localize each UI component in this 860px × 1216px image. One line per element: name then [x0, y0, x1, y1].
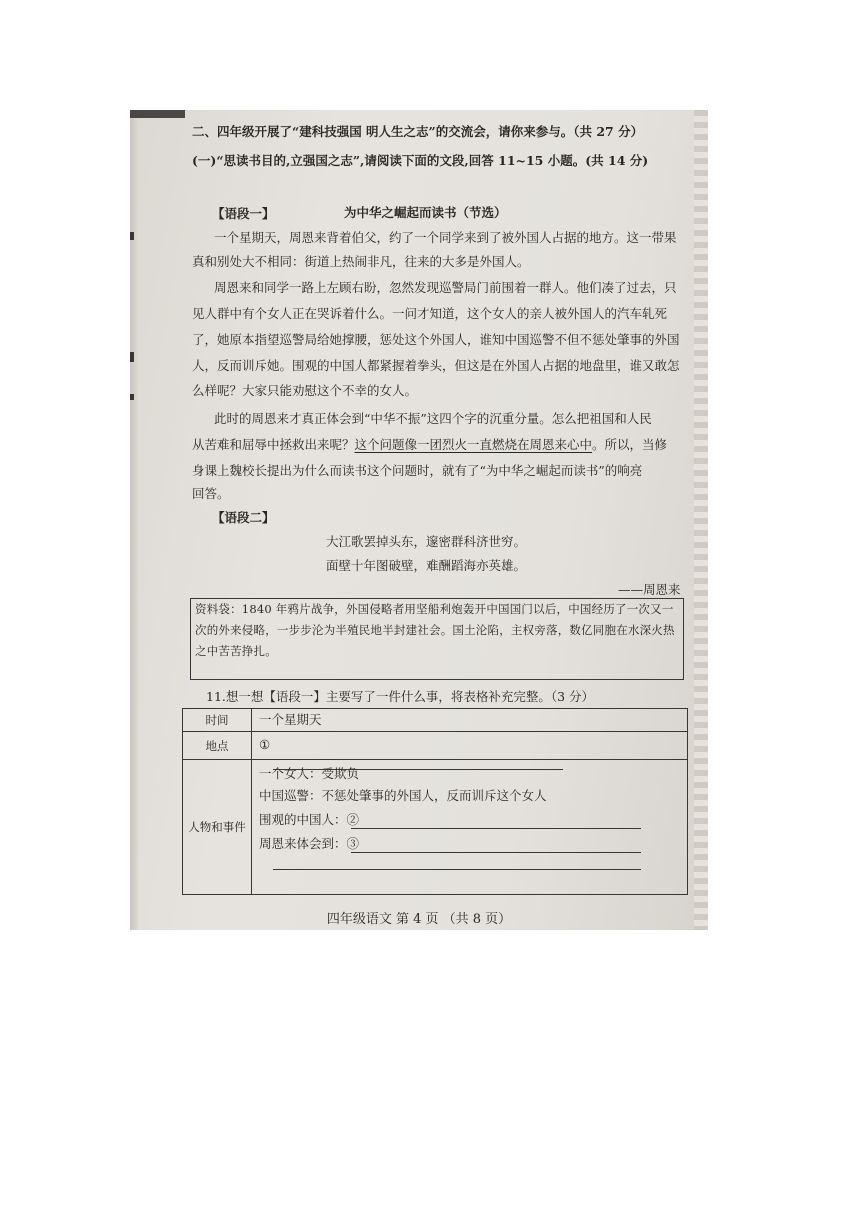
event-line: 中国巡警：不惩处肇事的外国人，反而训斥这个女人 [259, 788, 547, 803]
event-line: 围观的中国人：② [259, 812, 360, 827]
answer-blank-3b[interactable] [273, 869, 641, 870]
underlined-sentence: 这个问题像一团烈火一直燃烧在周恩来心中 [354, 437, 593, 452]
question-11-prompt: 11.想一想【语段一】主要写了一件什么事，将表格补充完整。（3 分） [206, 689, 595, 704]
margin-mark [130, 352, 134, 362]
passage1-line: 么样呢？大家只能劝慰这个不幸的女人。 [192, 383, 418, 398]
exam-page-photo [130, 110, 708, 930]
passage1-line: 周恩来和同学一路上左顾右盼，忽然发现巡警局门前围着一群人。他们凑了过去，只 [214, 280, 677, 295]
passage1-line-end: 。所以，当修 [592, 437, 668, 452]
passage1-title: 为中华之崛起而读书（节选） [344, 205, 507, 220]
material-text: 资料袋：1840 年鸦片战争，外国侵略者用坚船利炮轰开中国国门以后，中国经历了一次又一次的外来侵略，一步步沦为半殖民地半封建社会。国土沦陷，主权旁落，数亿同胞在水深火热之中苦苦挣扎。 [195, 602, 675, 658]
section-heading: 二、四年级开展了“建科技强国 明人生之志”的交流会，请你来参与。（共 27 分） [192, 124, 644, 139]
passage1-line: 人，反而训斥她。围观的中国人都紧握着拳头，但这是在外国人占据的地盘里，谁又敢怎 [192, 358, 680, 373]
passage1-line-start: 从苦难和屈辱中拯救出来呢？ [192, 437, 355, 452]
passage1-line: 见人群中有个女人正在哭诉着什么。一问才知道，这个女人的亲人被外国人的汽车轧死 [192, 306, 668, 321]
page-corner-shadow [130, 110, 185, 118]
passage1-line: 了，她原本指望巡警局给她撑腰，惩处这个外国人，谁知中国巡警不但不惩处肇事的外国 [192, 332, 680, 347]
passage1-line: 此时的周恩来才真正体会到“中华不振”这四个字的沉重分量。怎么把祖国和人民 [214, 411, 652, 426]
poem-author: ——周恩来 [618, 582, 681, 597]
event-label: 人物和事件 [183, 760, 252, 894]
passage1-line: 一个星期天，周恩来背着伯父，约了一个同学来到了被外国人占据的地方。这一带果 [214, 230, 677, 245]
material-box [190, 598, 684, 680]
answer-blank-3[interactable] [351, 852, 641, 853]
poem-line: 面壁十年图破壁，难酬蹈海亦英雄。 [326, 558, 527, 573]
passage1-line: 回答。 [192, 486, 230, 501]
time-label: 时间 [183, 709, 252, 731]
passage1-line [192, 437, 667, 453]
time-value: 一个星期天 [259, 712, 322, 727]
poem-line: 大江歌罢掉头东，邃密群科济世穷。 [326, 534, 527, 549]
page-footer: 四年级语文 第 4 页 （共 8 页） [326, 912, 512, 927]
answer-table [182, 708, 688, 895]
table-row-time [183, 709, 687, 732]
place-value: ① [259, 737, 271, 752]
place-label: 地点 [183, 732, 252, 759]
passage1-label: 【语段一】 [212, 206, 275, 221]
passage1-line: 身课上魏校长提出为什么而读书这个问题时，就有了“为中华之崛起而读书”的响亮 [192, 463, 643, 478]
table-row-event [183, 760, 687, 894]
page-binding-edge [694, 110, 708, 930]
margin-mark [130, 232, 134, 240]
subsection-heading: (一)“思读书目的,立强国之志”,请阅读下面的文段,回答 11~15 小题。(共 14 分) [192, 153, 649, 168]
answer-blank-2[interactable] [351, 828, 641, 829]
margin-mark [130, 394, 134, 400]
table-row-place [183, 732, 687, 760]
passage2-label: 【语段二】 [212, 510, 275, 525]
event-line: 一个女人：受欺负 [259, 766, 360, 781]
event-line: 周恩来体会到：③ [259, 836, 360, 851]
passage1-line: 真和别处大不相同：街道上热闹非凡，往来的大多是外国人。 [192, 254, 530, 269]
